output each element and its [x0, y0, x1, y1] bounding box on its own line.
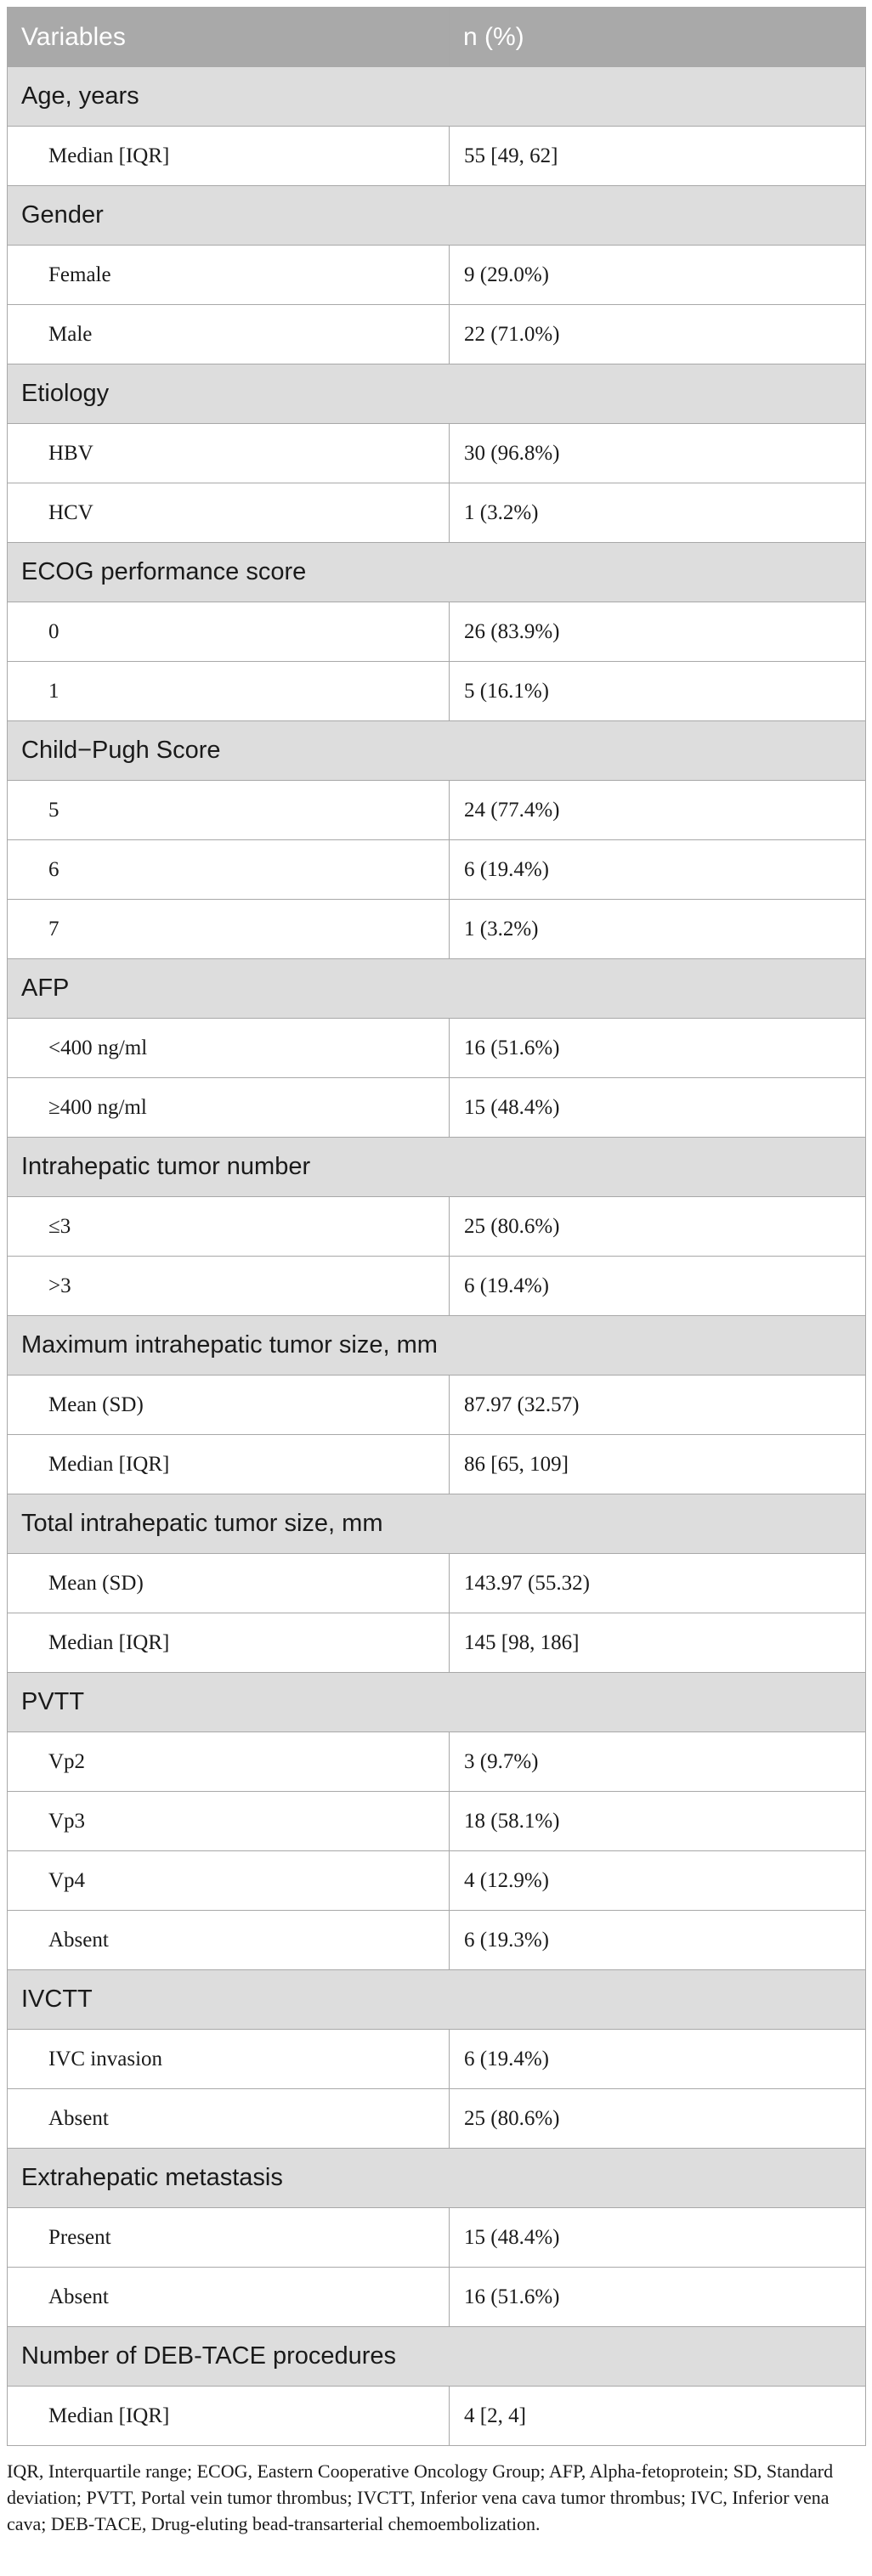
table-row: [8, 840, 866, 900]
row-value: 15 (48.4%): [450, 2208, 866, 2268]
row-value: 15 (48.4%): [450, 1078, 866, 1138]
row-label: ≤3: [8, 1197, 450, 1257]
table-row: [8, 781, 866, 840]
group-row: [8, 1138, 866, 1197]
row-value: 26 (83.9%): [450, 602, 866, 662]
table-row: [8, 2387, 866, 2446]
table-row: [8, 1078, 866, 1138]
row-value: 6 (19.3%): [450, 1911, 866, 1970]
table-row: [8, 483, 866, 543]
row-label: Male: [8, 305, 450, 364]
group-title: Number of DEB-TACE procedures: [8, 2327, 866, 2387]
row-value: 143.97 (55.32): [450, 1554, 866, 1613]
table-row: [8, 1019, 866, 1078]
row-label: Mean (SD): [8, 1554, 450, 1613]
table-row: [8, 1732, 866, 1792]
table-row: [8, 1911, 866, 1970]
row-value: 1 (3.2%): [450, 483, 866, 543]
group-title: IVCTT: [8, 1970, 866, 2030]
row-label: Vp3: [8, 1792, 450, 1851]
row-value: 5 (16.1%): [450, 662, 866, 721]
row-value: 16 (51.6%): [450, 2268, 866, 2327]
row-value: 24 (77.4%): [450, 781, 866, 840]
row-value: 6 (19.4%): [450, 2030, 866, 2089]
row-label: >3: [8, 1257, 450, 1316]
table-row: [8, 1613, 866, 1673]
table-row: [8, 1197, 866, 1257]
row-value: 4 (12.9%): [450, 1851, 866, 1911]
group-row: [8, 1316, 866, 1376]
row-label: Vp2: [8, 1732, 450, 1792]
row-value: 145 [98, 186]: [450, 1613, 866, 1673]
group-row: [8, 721, 866, 781]
group-title: Extrahepatic metastasis: [8, 2149, 866, 2208]
row-label: Median [IQR]: [8, 2387, 450, 2446]
group-row: [8, 543, 866, 602]
group-row: [8, 1673, 866, 1732]
table-row: [8, 1792, 866, 1851]
table-row: [8, 127, 866, 186]
row-label: Median [IQR]: [8, 1435, 450, 1494]
group-row: [8, 2149, 866, 2208]
row-label: Absent: [8, 2268, 450, 2327]
table-row: [8, 424, 866, 483]
group-title: ECOG performance score: [8, 543, 866, 602]
row-value: 6 (19.4%): [450, 840, 866, 900]
group-row: [8, 959, 866, 1019]
row-label: HBV: [8, 424, 450, 483]
row-value: 25 (80.6%): [450, 1197, 866, 1257]
row-value: 16 (51.6%): [450, 1019, 866, 1078]
row-label: IVC invasion: [8, 2030, 450, 2089]
table-container: [7, 7, 865, 2537]
row-value: 18 (58.1%): [450, 1792, 866, 1851]
row-label: 7: [8, 900, 450, 959]
table-footnote: IQR, Interquartile range; ECOG, Eastern Cooperative Oncology Group; AFP, Alpha-fetoprotein; SD, Standard deviation; PVTT, Portal vein tumor thrombus; IVCTT, Inferior vena cava tumor thrombus; IVC, Inferior vena cava; DEB-TACE, Drug-eluting bead-transarterial chemoembolization.: [7, 2460, 834, 2534]
row-value: 55 [49, 62]: [450, 127, 866, 186]
table-row: [8, 2208, 866, 2268]
group-row: [8, 1494, 866, 1554]
row-label: 0: [8, 602, 450, 662]
row-label: 5: [8, 781, 450, 840]
row-value: 87.97 (32.57): [450, 1376, 866, 1435]
row-label: 6: [8, 840, 450, 900]
row-value: 86 [65, 109]: [450, 1435, 866, 1494]
group-title: Maximum intrahepatic tumor size, mm: [8, 1316, 866, 1376]
row-label: HCV: [8, 483, 450, 543]
row-label: Absent: [8, 1911, 450, 1970]
table-row: [8, 2030, 866, 2089]
row-label: ≥400 ng/ml: [8, 1078, 450, 1138]
row-label: 1: [8, 662, 450, 721]
row-label: <400 ng/ml: [8, 1019, 450, 1078]
group-row: [8, 186, 866, 246]
row-value: 4 [2, 4]: [450, 2387, 866, 2446]
table-row: [8, 2268, 866, 2327]
table-row: [8, 602, 866, 662]
group-row: [8, 364, 866, 424]
row-label: Female: [8, 246, 450, 305]
row-value: 3 (9.7%): [450, 1732, 866, 1792]
row-label: Median [IQR]: [8, 1613, 450, 1673]
header-n-percent: n (%): [450, 8, 866, 67]
row-value: 30 (96.8%): [450, 424, 866, 483]
group-title: Gender: [8, 186, 866, 246]
header-row: [8, 8, 866, 67]
group-title: AFP: [8, 959, 866, 1019]
group-row: [8, 2327, 866, 2387]
table-row: [8, 900, 866, 959]
table-row: [8, 1376, 866, 1435]
table-row: [8, 1851, 866, 1911]
table-row: [8, 1257, 866, 1316]
group-title: Etiology: [8, 364, 866, 424]
row-label: Vp4: [8, 1851, 450, 1911]
row-value: 25 (80.6%): [450, 2089, 866, 2149]
group-title: Child−Pugh Score: [8, 721, 866, 781]
group-row: [8, 1970, 866, 2030]
row-value: 9 (29.0%): [450, 246, 866, 305]
row-label: Present: [8, 2208, 450, 2268]
row-label: Median [IQR]: [8, 127, 450, 186]
group-title: Age, years: [8, 67, 866, 127]
row-label: Absent: [8, 2089, 450, 2149]
patient-characteristics-table: [7, 7, 866, 2446]
table-row: [8, 1435, 866, 1494]
group-title: Intrahepatic tumor number: [8, 1138, 866, 1197]
row-value: 6 (19.4%): [450, 1257, 866, 1316]
table-row: [8, 662, 866, 721]
table-row: [8, 305, 866, 364]
table-row: [8, 2089, 866, 2149]
group-title: Total intrahepatic tumor size, mm: [8, 1494, 866, 1554]
row-label: Mean (SD): [8, 1376, 450, 1435]
group-row: [8, 67, 866, 127]
group-title: PVTT: [8, 1673, 866, 1732]
row-value: 22 (71.0%): [450, 305, 866, 364]
row-value: 1 (3.2%): [450, 900, 866, 959]
header-variables: Variables: [8, 8, 450, 67]
table-row: [8, 1554, 866, 1613]
table-body: [8, 67, 866, 2446]
table-row: [8, 246, 866, 305]
